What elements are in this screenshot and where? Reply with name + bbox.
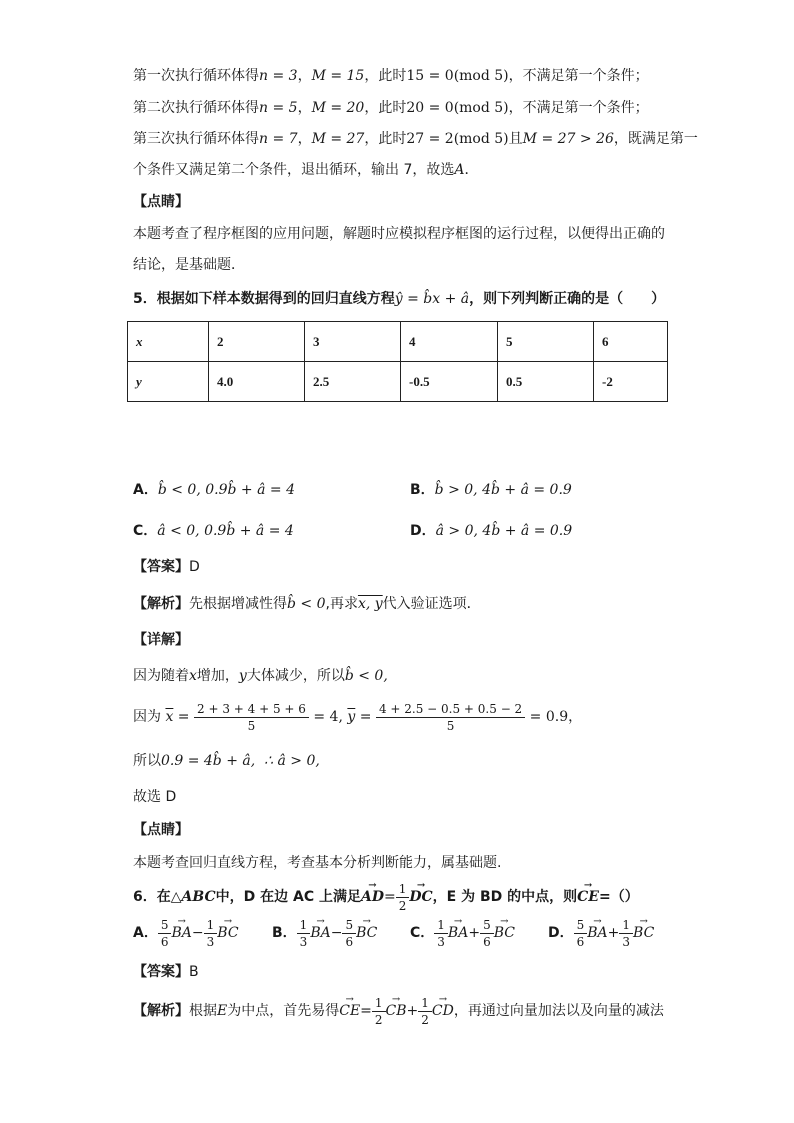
text: 因为随着	[133, 668, 189, 684]
table-cell: 6	[594, 322, 668, 362]
answer-value: D	[189, 559, 200, 575]
text: 大体减少，所以	[246, 668, 345, 684]
numerator: 1	[372, 995, 386, 1012]
denominator: 6	[576, 934, 585, 949]
text: ，	[297, 100, 312, 116]
math-mod: 20 = 0(mod 5)	[406, 100, 509, 116]
text: ．	[464, 162, 479, 178]
text: 第二次执行循环体得	[133, 100, 259, 116]
text: 第一次执行循环体得	[133, 68, 259, 84]
math-n: n = 5	[259, 100, 298, 116]
q6-option-c	[410, 916, 515, 950]
vector-CB: → CB	[386, 994, 407, 1028]
q6-option-b	[272, 916, 377, 950]
text: ,再求	[325, 596, 358, 612]
fraction	[480, 917, 494, 950]
operator: +	[468, 925, 481, 941]
loop-line-2	[133, 98, 649, 118]
vector-CD: → CD	[432, 994, 454, 1028]
math-mod: 15 = 0(mod 5)	[406, 68, 509, 84]
text: ，此时	[364, 100, 407, 116]
option-label: C．	[410, 925, 435, 941]
denominator: 5	[247, 718, 256, 733]
q5-option-a	[133, 480, 295, 500]
fraction	[434, 917, 448, 950]
q5-answer	[133, 557, 200, 577]
numerator: 5	[342, 917, 356, 934]
text: ，则下列判断正确的是（ ）	[469, 291, 666, 307]
fraction	[418, 995, 432, 1028]
denominator: 6	[483, 934, 491, 949]
fraction	[204, 917, 218, 950]
table-cell: 5	[498, 322, 594, 362]
math: ∴ â > 0,	[264, 753, 320, 769]
numerator: 1	[619, 917, 633, 934]
denominator: 2	[374, 1012, 383, 1027]
math: b̂ < 0,	[344, 668, 388, 684]
math: b̂ < 0	[287, 596, 326, 612]
text: 增加，	[196, 668, 239, 684]
fraction	[342, 917, 356, 950]
text: 所以	[133, 753, 161, 769]
option-text: b̂ > 0, 4b̂ + â = 0.9	[434, 482, 572, 498]
option-label: D．	[410, 523, 436, 539]
q5-data-table	[127, 321, 668, 402]
q5-analysis	[133, 594, 481, 614]
text: 5．根据如下样本数据得到的回归直线方程	[133, 291, 395, 307]
denominator: 3	[206, 934, 215, 949]
math-M: M = 15	[311, 68, 365, 84]
loop-line-3	[133, 129, 698, 149]
vector-BC: → BC	[494, 916, 515, 950]
option-label: A．	[133, 925, 158, 941]
ybar-fraction	[376, 701, 525, 734]
table-cell: 2.5	[305, 362, 401, 402]
q6-option-d	[548, 916, 654, 950]
option-label: B．	[410, 482, 435, 498]
denominator: 5	[446, 718, 455, 733]
q5-detail-1	[133, 666, 388, 686]
table-row	[128, 322, 668, 362]
numerator: 5	[574, 917, 588, 934]
table-cell: 4.0	[209, 362, 305, 402]
numerator: 1	[418, 995, 432, 1012]
text: ，此时	[364, 131, 407, 147]
denominator: 3	[622, 934, 631, 949]
numerator: 1	[434, 917, 448, 934]
text: 且	[508, 131, 523, 147]
answer-value: B	[189, 964, 199, 980]
math-A: A	[454, 162, 465, 178]
text: ，既满足第一	[613, 131, 698, 147]
answer-label: 【答案】	[133, 964, 189, 980]
math-n: n = 7	[259, 131, 298, 147]
table-cell: 2	[209, 322, 305, 362]
q5-option-d	[410, 521, 572, 541]
text: ，不满足第一个条件；	[508, 100, 649, 116]
math: = 0.9	[529, 709, 569, 725]
text: ，E 为 BD 的中点，则	[432, 889, 578, 905]
detail-label: 【详解】	[133, 632, 189, 648]
answer-label: 【答案】	[133, 559, 189, 575]
vector-CE: → CE	[577, 880, 599, 914]
numerator: 4 + 2.5 − 0.5 + 0.5 − 2	[376, 701, 525, 718]
q5-detail-4: 故选 D	[133, 789, 177, 805]
loop-line-4	[133, 160, 478, 180]
vector-BC: → BC	[217, 916, 238, 950]
vector-BC: → BC	[633, 916, 654, 950]
math-triangle: △ABC	[170, 889, 216, 905]
operator: −	[330, 925, 343, 941]
vector-BA: → BA	[587, 916, 607, 950]
option-text: â > 0, 4b̂ + â = 0.9	[435, 523, 573, 539]
math-y: y	[238, 668, 247, 684]
text: ，	[297, 68, 312, 84]
fraction	[574, 917, 588, 950]
denominator: 6	[345, 934, 354, 949]
xbar-fraction	[194, 701, 309, 734]
q5-option-b	[410, 480, 572, 500]
math-x: x	[189, 668, 197, 684]
math-means: x, y	[357, 596, 383, 612]
numerator: 5	[158, 917, 172, 934]
math-n: n = 3	[259, 68, 298, 84]
math-cmp: M = 27 > 26	[522, 131, 614, 147]
vector-DC: → DC	[409, 880, 432, 914]
operator: +	[406, 1003, 419, 1019]
numerator: 1	[396, 881, 410, 898]
math-mod: 27 = 2(mod 5)	[406, 131, 509, 147]
vector-BA: → BA	[448, 916, 468, 950]
math-E: E	[217, 1003, 228, 1019]
q6-option-a	[133, 916, 239, 950]
text: 代入验证选项．	[382, 596, 481, 612]
operator: −	[191, 925, 204, 941]
table-cell: 4	[401, 322, 498, 362]
math-xbar: $\overline{x}$	[165, 709, 174, 725]
note4-line2: 结论，是基础题．	[133, 257, 245, 273]
option-text: b̂ < 0, 0.9b̂ + â = 4	[157, 482, 295, 498]
denominator: 3	[299, 934, 308, 949]
vector-CE: → CE	[339, 994, 360, 1028]
note4-line1: 本题考查了程序框图的应用问题，解题时应模拟程序框图的运行过程，以便得出正确的	[133, 226, 665, 242]
option-label: C．	[133, 523, 158, 539]
math-M: M = 27	[311, 131, 365, 147]
option-label: B．	[272, 925, 297, 941]
fraction	[372, 995, 386, 1028]
text: ，此时	[364, 68, 407, 84]
table-cell: x	[128, 322, 209, 362]
fraction	[158, 917, 172, 950]
math-regression: ŷ = b̂x + â	[394, 291, 470, 307]
vector-AD: → AD	[361, 880, 384, 914]
vector-BC: → BC	[356, 916, 377, 950]
q6-title	[133, 880, 639, 914]
table-cell: y	[128, 362, 209, 402]
text: 第三次执行循环体得	[133, 131, 259, 147]
text: 因为	[133, 709, 161, 725]
option-label: D．	[548, 925, 574, 941]
text: ，	[297, 131, 312, 147]
dianjing-label-2: 【点睛】	[133, 822, 189, 838]
math-M: M = 20	[311, 100, 365, 116]
loop-line-1	[133, 66, 649, 86]
operator: +	[607, 925, 620, 941]
denominator: 2	[398, 898, 407, 913]
half-fraction	[396, 881, 410, 914]
denominator: 3	[437, 934, 445, 949]
q5-detail-3	[133, 751, 320, 771]
numerator: 1	[297, 917, 311, 934]
text: 中，D 在边 AC 上满足	[215, 889, 361, 905]
text: ，不满足第一个条件；	[508, 68, 649, 84]
fraction	[297, 917, 311, 950]
text: =（）	[598, 889, 639, 905]
q6-answer	[133, 962, 199, 982]
q5-title	[133, 289, 665, 309]
text: 个条件又满足第二个条件，退出循环，输出 7，故选	[133, 162, 455, 178]
math: = 4,	[313, 709, 343, 725]
math-ybar: $\overline{y}$	[347, 709, 356, 725]
denominator: 6	[160, 934, 169, 949]
dianjing-label: 【点睛】	[133, 194, 189, 210]
table-cell: 3	[305, 322, 401, 362]
denominator: 2	[421, 1012, 429, 1027]
text: 根据	[189, 1003, 217, 1019]
q5-note: 本题考查回归直线方程，考查基本分析判断能力，属基础题.	[133, 855, 502, 871]
text: 6．在	[133, 889, 171, 905]
table-row	[128, 362, 668, 402]
numerator: 1	[204, 917, 218, 934]
q6-analysis	[133, 994, 664, 1028]
vector-BA: → BA	[310, 916, 330, 950]
table-cell: 0.5	[498, 362, 594, 402]
math: =	[384, 889, 396, 905]
analysis-label: 【解析】	[133, 596, 189, 612]
numerator: 5	[480, 917, 494, 934]
option-text: â < 0, 0.9b̂ + â = 4	[157, 523, 294, 539]
q5-detail-2: 因为 $\overline{x}$ = $\frac{2 + 3 + 4 + 5 + 6}{5}$ = 4, $\overline{y}$ = $\frac{4 + 2.5 - 0.5 + 0.5 - 2}{5}$ = 0.9，	[133, 701, 583, 733]
text: ，再通过向量加法以及向量的减法	[453, 1003, 664, 1019]
text: 为中点，首先易得	[227, 1003, 340, 1019]
numerator: 2 + 3 + 4 + 5 + 6	[194, 701, 309, 718]
fraction	[619, 917, 633, 950]
math: =	[360, 1003, 372, 1019]
analysis-label: 【解析】	[133, 1003, 189, 1019]
math: 0.9 = 4b̂ + â,	[161, 753, 256, 769]
text: 先根据增减性得	[189, 596, 287, 612]
vector-BA: → BA	[171, 916, 191, 950]
option-label: A．	[133, 482, 158, 498]
text: ，	[568, 709, 583, 725]
q5-option-c	[133, 521, 294, 541]
table-cell: -0.5	[401, 362, 498, 402]
table-cell: -2	[594, 362, 668, 402]
